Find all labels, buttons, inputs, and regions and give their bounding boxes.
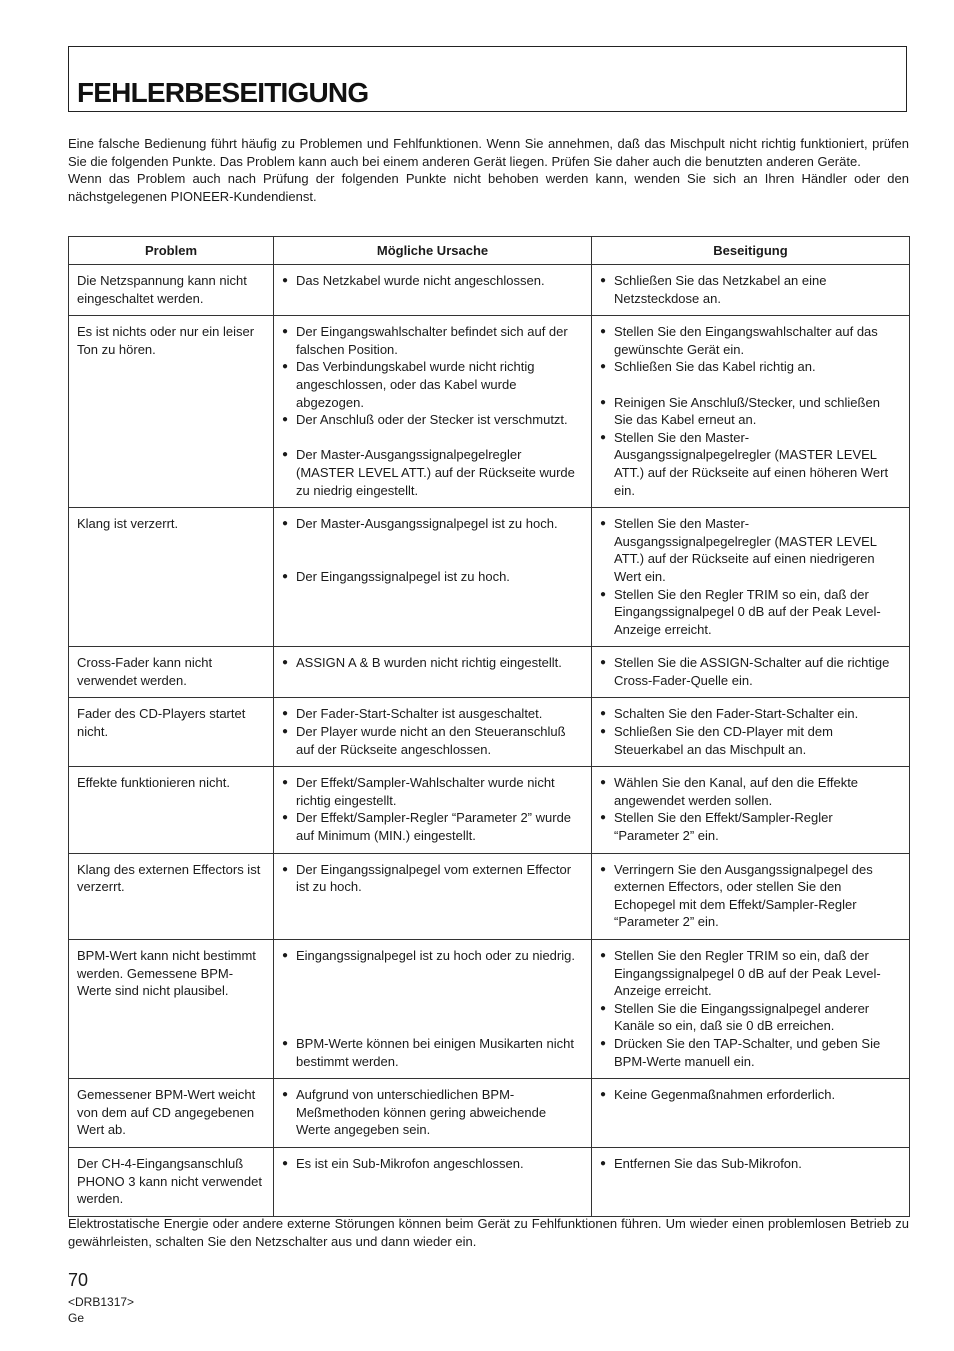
cause-item: ● Der Eingangssignalpegel vom externen Effector ist zu hoch.: [282, 861, 583, 896]
cause-item: ● BPM-Werte können bei einigen Musikarten nicht bestimmt werden.: [282, 1035, 583, 1070]
title-box: [68, 46, 907, 112]
remedy-item: ● Schalten Sie den Fader-Start-Schalter ein.: [600, 705, 901, 723]
cause-item: ● Das Netzkabel wurde nicht angeschlossen.: [282, 272, 583, 290]
cause-item: ● Das Verbindungskabel wurde nicht richtig angeschlossen, oder das Kabel wurde abgezogen.: [282, 358, 583, 411]
cause-item: ● Der Effekt/Sampler-Regler “Parameter 2” wurde auf Minimum (MIN.) eingestellt.: [282, 809, 583, 844]
problem-cell: Klang des externen Effectors ist verzerrt.: [69, 853, 274, 939]
remedy-item: ● Entfernen Sie das Sub-Mikrofon.: [600, 1155, 901, 1173]
remedy-item: ● Stellen Sie den Master-Ausgangssignalpegelregler (MASTER LEVEL ATT.) auf der Rückseite auf einen niedrigeren Wert ein.: [600, 515, 901, 585]
cause-item: ● Eingangssignalpegel ist zu hoch oder zu niedrig.: [282, 947, 583, 965]
page-title: FEHLERBESEITIGUNG: [77, 77, 369, 108]
cause-cell: [274, 853, 592, 939]
cause-cell: [274, 940, 592, 1079]
page-number: 70: [68, 1270, 89, 1290]
cause-item: ● ASSIGN A & B wurden nicht richtig eingestellt.: [282, 654, 583, 672]
cause-item: ● Der Eingangssignalpegel ist zu hoch.: [282, 568, 583, 586]
cause-cell: [274, 316, 592, 508]
troubleshooting-table: [68, 236, 910, 1217]
problem-cell: Gemessener BPM-Wert weicht von dem auf CD angegebenen Wert ab.: [69, 1079, 274, 1148]
table-row: [69, 767, 910, 853]
table-row: [69, 940, 910, 1079]
problem-cell: Klang ist verzerrt.: [69, 508, 274, 647]
doc-code: <DRB1317>: [68, 1295, 135, 1309]
table-row: [69, 698, 910, 767]
remedy-cell: [592, 767, 910, 853]
problem-cell: Fader des CD-Players startet nicht.: [69, 698, 274, 767]
cause-item: ● Es ist ein Sub-Mikrofon angeschlossen.: [282, 1155, 583, 1173]
cause-cell: [274, 265, 592, 316]
remedy-item: ● Schließen Sie den CD-Player mit dem Steuerkabel an das Mischpult an.: [600, 723, 901, 758]
intro-text: [68, 135, 909, 205]
cause-cell: [274, 1079, 592, 1148]
header-cause: Mögliche Ursache: [274, 237, 592, 265]
cause-item: ● Der Master-Ausgangssignalpegelregler (MASTER LEVEL ATT.) auf der Rückseite wurde zu niedrig eingestellt.: [282, 446, 583, 499]
remedy-item: ● Keine Gegenmaßnahmen erforderlich.: [600, 1086, 901, 1104]
problem-cell: Die Netzspannung kann nicht eingeschaltet werden.: [69, 265, 274, 316]
doc-code-block: [68, 1294, 134, 1326]
remedy-cell: [592, 853, 910, 939]
intro-paragraph: Eine falsche Bedienung führt häufig zu Problemen und Fehlfunktionen. Wenn Sie annehmen, daß das Mischpult nicht richtig funktioniert, prüfen Sie die folgenden Punkte. Das Problem kann auch bei einem anderen Gerät liegen. Prüfen Sie daher auch die benutzten anderen Geräte.: [68, 136, 909, 169]
cause-cell: [274, 1147, 592, 1216]
cause-cell: [274, 767, 592, 853]
table-row: [69, 1147, 910, 1216]
outro-paragraph: Elektrostatische Energie oder andere externe Störungen können beim Gerät zu Fehlfunktionen führen. Um wieder einen problemlosen Betrieb zu gewährleisten, schalten Sie den Netzschalter aus und dann wieder ein.: [68, 1216, 909, 1249]
header-problem: Problem: [69, 237, 274, 265]
remedy-item: ● Schließen Sie das Netzkabel an eine Netzsteckdose an.: [600, 272, 901, 307]
remedy-item: ● Schließen Sie das Kabel richtig an.: [600, 358, 901, 376]
table-row: [69, 1079, 910, 1148]
language-code: Ge: [68, 1311, 85, 1325]
cause-cell: [274, 698, 592, 767]
problem-cell: Effekte funktionieren nicht.: [69, 767, 274, 853]
remedy-item: ● Stellen Sie den Effekt/Sampler-Regler “Parameter 2” ein.: [600, 809, 901, 844]
table-header-row: [69, 237, 910, 265]
table-row: [69, 853, 910, 939]
table-row: [69, 265, 910, 316]
remedy-item: ● Stellen Sie die ASSIGN-Schalter auf die richtige Cross-Fader-Quelle ein.: [600, 654, 901, 689]
remedy-item: ● Verringern Sie den Ausgangssignalpegel des externen Effectors, oder stellen Sie den Echopegel mit dem Effekt/Sampler-Regler “Parameter 2” ein.: [600, 861, 901, 931]
remedy-cell: [592, 508, 910, 647]
remedy-cell: [592, 316, 910, 508]
cause-item: ● Der Player wurde nicht an den Steueranschluß auf der Rückseite angeschlossen.: [282, 723, 583, 758]
remedy-cell: [592, 698, 910, 767]
cause-item: ● Der Fader-Start-Schalter ist ausgeschaltet.: [282, 705, 583, 723]
remedy-item: ● Reinigen Sie Anschluß/Stecker, und schließen Sie das Kabel erneut an.: [600, 394, 901, 429]
remedy-cell: [592, 1147, 910, 1216]
remedy-item: ● Stellen Sie den Regler TRIM so ein, daß der Eingangssignalpegel 0 dB auf der Peak Level-Anzeige erreicht.: [600, 586, 901, 639]
problem-cell: Es ist nichts oder nur ein leiser Ton zu hören.: [69, 316, 274, 508]
header-remedy: Beseitigung: [592, 237, 910, 265]
remedy-cell: [592, 647, 910, 698]
problem-cell: BPM-Wert kann nicht bestimmt werden. Gemessene BPM-Werte sind nicht plausibel.: [69, 940, 274, 1079]
table-row: [69, 647, 910, 698]
cause-cell: [274, 508, 592, 647]
remedy-item: ● Stellen Sie den Master-Ausgangssignalpegelregler (MASTER LEVEL ATT.) auf der Rückseite auf einen höheren Wert ein.: [600, 429, 901, 499]
cause-item: ● Der Eingangswahlschalter befindet sich auf der falschen Position.: [282, 323, 583, 358]
problem-cell: Der CH-4-Eingangsanschluß PHONO 3 kann nicht verwendet werden.: [69, 1147, 274, 1216]
remedy-item: ● Wählen Sie den Kanal, auf den die Effekte angewendet werden sollen.: [600, 774, 901, 809]
table-row: [69, 508, 910, 647]
cause-cell: [274, 647, 592, 698]
remedy-cell: [592, 940, 910, 1079]
table-row: [69, 316, 910, 508]
cause-item: ● Der Effekt/Sampler-Wahlschalter wurde nicht richtig eingestellt.: [282, 774, 583, 809]
problem-cell: Cross-Fader kann nicht verwendet werden.: [69, 647, 274, 698]
remedy-cell: [592, 265, 910, 316]
intro-paragraph: Wenn das Problem auch nach Prüfung der folgenden Punkte nicht behoben werden kann, wenden Sie sich an Ihren Händler oder den nächstgelegenen PIONEER-Kundendienst.: [68, 171, 909, 204]
cause-item: ● Der Master-Ausgangssignalpegel ist zu hoch.: [282, 515, 583, 533]
outro-text: [68, 1215, 909, 1250]
remedy-cell: [592, 1079, 910, 1148]
cause-item: ● Der Anschluß oder der Stecker ist verschmutzt.: [282, 411, 583, 429]
remedy-item: ● Stellen Sie den Eingangswahlschalter auf das gewünschte Gerät ein.: [600, 323, 901, 358]
remedy-item: ● Drücken Sie den TAP-Schalter, und geben Sie BPM-Werte manuell ein.: [600, 1035, 901, 1070]
remedy-item: ● Stellen Sie die Eingangssignalpegel anderer Kanäle so ein, daß sie 0 dB erreichen.: [600, 1000, 901, 1035]
remedy-item: ● Stellen Sie den Regler TRIM so ein, daß der Eingangssignalpegel 0 dB auf der Peak Level-Anzeige erreicht.: [600, 947, 901, 1000]
cause-item: ● Aufgrund von unterschiedlichen BPM-Meßmethoden können gering abweichende Werte angegeben sein.: [282, 1086, 583, 1139]
